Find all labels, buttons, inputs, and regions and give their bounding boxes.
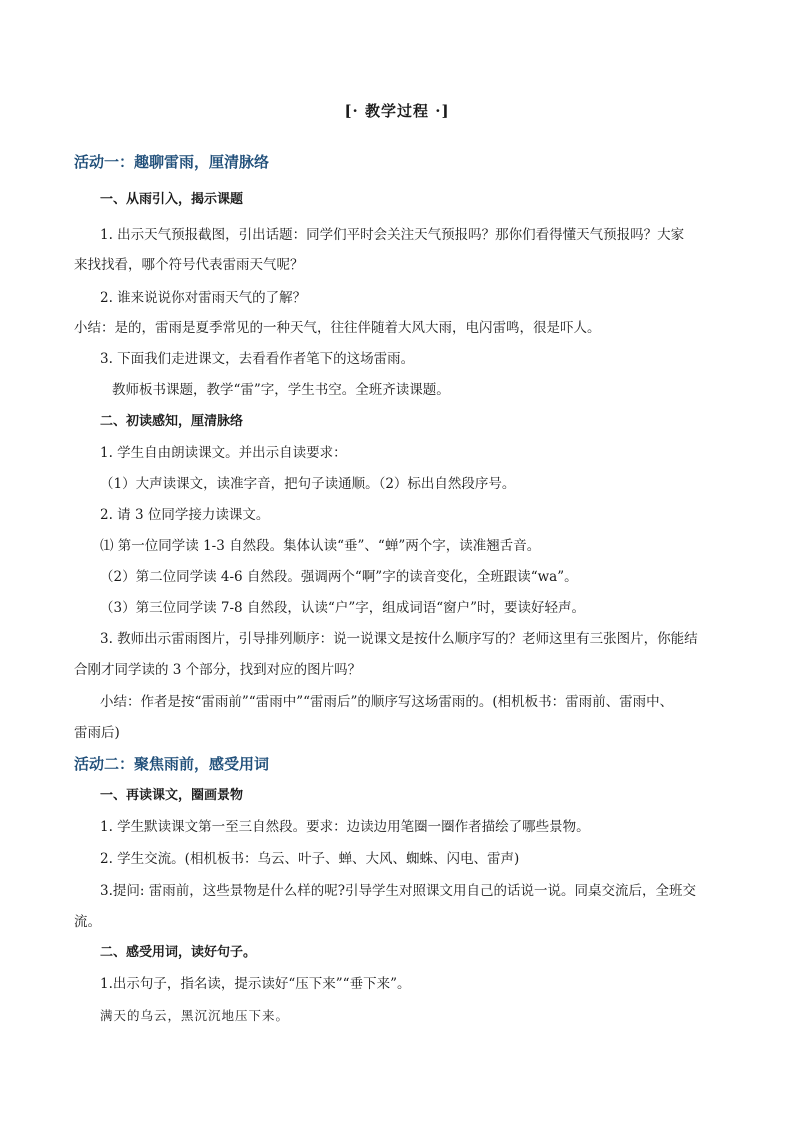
paragraph-line: 教师板书课题，教学“雷”字，学生书空。全班齐读课题。 (112, 382, 450, 398)
paragraph-line: 1. 学生默读课文第一至三自然段。要求：边读边用笔圈一圈作者描绘了哪些景物。 (100, 819, 590, 835)
activity-two-heading: 活动二：聚焦雨前，感受用词 (74, 755, 270, 773)
paragraph-line: 2. 请 3 位同学接力读课文。 (100, 507, 270, 523)
paragraph-line: 合刚才同学读的 3 个部分，找到对应的图片吗？ (74, 662, 362, 678)
page-title: [· 教学过程 ·] (344, 102, 450, 120)
paragraph-line: 1. 学生自由朗读课文。并出示自读要求： (100, 445, 347, 461)
paragraph-line: 2. 学生交流。(相机板书：乌云、叶子、蝉、大风、蜘蛛、闪电、雷声) (100, 851, 520, 867)
example-sentence: 满天的乌云，黑沉沉地压下来。 (100, 1008, 290, 1023)
paragraph-line: （2）第二位同学读 4-6 自然段。强调两个“啊”字的读音变化，全班跟读“wa”。 (100, 569, 578, 585)
paragraph-line: 3. 教师出示雷雨图片，引导排列顺序：说一说课文是按什么顺序写的？老师这里有三张图片，你能结 (100, 631, 698, 647)
paragraph-line: 1.出示句子，指名读，提示读好“压下来”“垂下来”。 (100, 976, 411, 992)
section-heading-reread: 一、再读课文，圈画景物 (100, 788, 244, 803)
paragraph-line: 3. 下面我们走进课文，去看看作者笔下的这场雷雨。 (100, 351, 415, 367)
activity-one-heading: 活动一：趣聊雷雨，厘清脉络 (74, 153, 270, 171)
paragraph-line: ⑴ 第一位同学读 1-3 自然段。集体认读“垂”、“蝉”两个字，读准翘舌音。 (100, 538, 541, 554)
paragraph-line: 2. 谁来说说你对雷雨天气的了解？ (100, 290, 307, 306)
paragraph-line: 雷雨后) (74, 725, 120, 741)
section-heading-first-read: 二、初读感知，厘清脉络 (100, 414, 244, 429)
section-heading-wording: 二、感受用词，读好句子。 (100, 945, 257, 960)
paragraph-line: （1）大声读课文，读准字音，把句子读通顺。（2）标出自然段序号。 (100, 476, 516, 492)
paragraph-line: 3.提问: 雷雨前，这些景物是什么样的呢?引导学生对照课文用自己的话说一说。同桌交流后，全班交 (100, 883, 696, 899)
paragraph-line: 小结：作者是按“雷雨前”“雷雨中”“雷雨后”的顺序写这场雷雨的。(相机板书：雷雨前、雷雨中、 (100, 694, 674, 710)
section-heading-intro: 一、从雨引入，揭示课题 (100, 192, 244, 207)
paragraph-line: 小结：是的，雷雨是夏季常见的一种天气，往往伴随着大风大雨，电闪雷鸣，很是吓人。 (74, 320, 601, 336)
paragraph-line: （3）第三位同学读 7-8 自然段，认读“户”字，组成词语“窗户”时，要读好轻声。 (100, 600, 586, 616)
paragraph-line: 来找找看，哪个符号代表雷雨天气呢？ (74, 257, 304, 273)
paragraph-line: 1. 出示天气预报截图，引出话题：同学们平时会关注天气预报吗？那你们看得懂天气预报吗？大家 (100, 227, 685, 243)
paragraph-line: 流。 (74, 914, 101, 930)
